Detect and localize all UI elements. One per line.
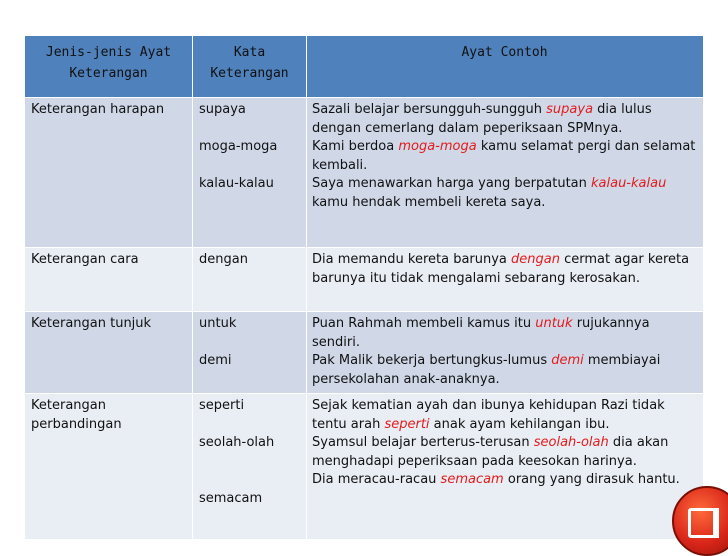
- type-cell: [25, 248, 193, 311]
- word-kalau-kalau: kalau-kalau: [199, 176, 274, 192]
- word-moga-moga: moga-moga: [199, 139, 278, 155]
- example-sentence: Puan Rahmah membeli kamus itu untuk rujukannya sendiri.: [312, 316, 650, 350]
- header-ayat-contoh: [307, 36, 703, 97]
- highlight-word: kalau-kalau: [591, 176, 667, 192]
- examples-cell: [307, 312, 703, 393]
- examples-cell: [307, 98, 703, 247]
- highlight-word: semacam: [440, 472, 504, 488]
- word-semacam: semacam: [199, 490, 263, 506]
- words-cell: [193, 394, 307, 539]
- example-sentence: Pak Malik bekerja bertungkus-lumus demi membiayai persekolahan anak-anaknya.: [312, 353, 661, 387]
- header-kata: [193, 36, 307, 97]
- highlight-word: supaya: [546, 102, 594, 117]
- table-header-row: [25, 36, 703, 98]
- header-jenis: [25, 36, 193, 97]
- example-sentence: Sejak kematian ayah dan ibunya kehidupan Razi tidak tentu arah seperti anak ayam kehilangan ibu.: [312, 398, 665, 432]
- example-sentence: Sazali belajar bersungguh-sungguh supaya dia lulus dengan cemerlang dalam peperiksaan SPMnya.: [312, 102, 652, 136]
- example-sentence: Dia meracau-racau semacam orang yang dirasuk hantu.: [312, 472, 680, 488]
- highlight-word: seperti: [384, 416, 430, 432]
- keterangan-table: [25, 36, 703, 540]
- header-kata-line1: Kata: [233, 45, 266, 60]
- example-sentence: Syamsul belajar berterus-terusan seolah-olah dia akan menghadapi peperiksaan pada keesokan harinya.: [312, 435, 669, 469]
- word-seperti: seperti: [199, 398, 245, 413]
- examples-cell: [307, 394, 703, 539]
- type-label: Keterangan harapan: [31, 102, 165, 117]
- type-cell: [25, 312, 193, 393]
- type-label-line2: perbandingan: [31, 416, 122, 432]
- example-sentence: Saya menawarkan harga yang berpatutan kalau-kalau kamu hendak membeli kereta saya.: [312, 176, 667, 210]
- type-cell: [25, 394, 193, 539]
- header-jenis-line1: Jenis-jenis Ayat: [45, 45, 172, 60]
- header-ayat-contoh-label: Ayat Contoh: [461, 45, 548, 60]
- table-row: [25, 394, 703, 540]
- example-sentence: Dia memandu kereta barunya dengan cermat agar kereta barunya itu tidak mengalami sebarang kerosakan.: [312, 252, 690, 286]
- highlight-word: demi: [551, 353, 584, 369]
- word-seolah-olah: seolah-olah: [199, 435, 275, 451]
- words-cell: [193, 98, 307, 247]
- type-label: Keterangan tunjuk: [31, 316, 152, 331]
- highlight-word: untuk: [535, 316, 573, 331]
- highlight-word: seolah-olah: [533, 435, 609, 451]
- header-kata-line2: Keterangan: [210, 66, 289, 81]
- word-dengan: dengan: [199, 252, 248, 267]
- table-row: [25, 312, 703, 394]
- word-supaya: supaya: [199, 102, 246, 117]
- word-untuk: untuk: [199, 316, 237, 331]
- type-label: Keterangan cara: [31, 252, 139, 267]
- highlight-word: dengan: [511, 252, 560, 267]
- type-label-line1: Keterangan: [31, 398, 106, 413]
- table-row: [25, 98, 703, 248]
- highlight-word: moga-moga: [398, 139, 477, 155]
- words-cell: [193, 312, 307, 393]
- table-row: [25, 248, 703, 312]
- example-sentence: Kami berdoa moga-moga kamu selamat pergi dan selamat kembali.: [312, 139, 696, 173]
- type-cell: [25, 98, 193, 247]
- words-cell: [193, 248, 307, 311]
- word-demi: demi: [199, 353, 232, 369]
- header-jenis-line2: Keterangan: [69, 66, 148, 81]
- examples-cell: [307, 248, 703, 311]
